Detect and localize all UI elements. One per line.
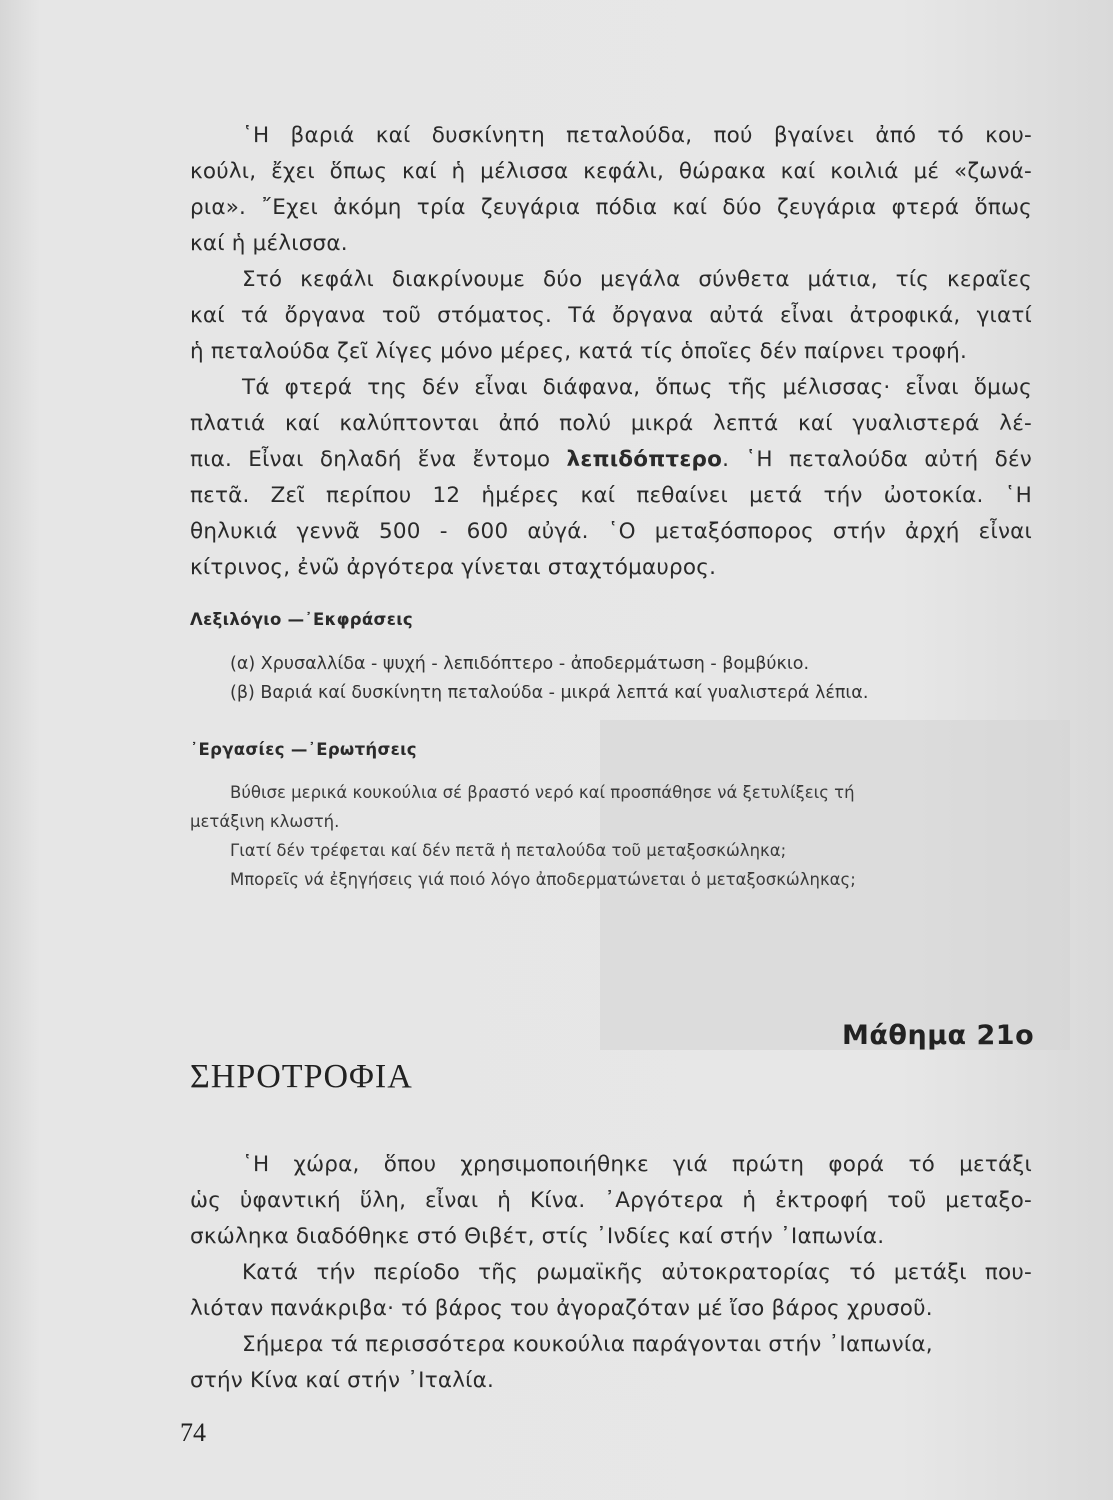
text-line: καί τά ὄργανα τοῦ στόματος. Τά ὄργανα αὐτά εἶναι ἀτροφικά, γιατί (190, 303, 1032, 328)
vocabulary-item: (β) Βαριά καί δυσκίνητη πεταλούδα - μικρά λεπτά καί γυαλιστερά λέπια. (230, 683, 869, 703)
text-line: Τά φτερά της δέν εἶναι διάφανα, ὅπως τῆς μέλισσας· εἶναι ὅμως (242, 375, 1032, 400)
exercise-item: Μπορεῖς νά ἐξηγήσεις γιά ποιό λόγο ἀποδερματώνεται ὁ μεταξοσκώληκας; (230, 870, 856, 889)
text-line: στήν Κίνα καί στήν ᾿Ιταλία. (190, 1368, 495, 1393)
vocabulary-heading: Λεξιλόγιο —᾿Εκφράσεις (190, 610, 413, 629)
text-line: ρια». ῎Εχει ἀκόμη τρία ζευγάρια πόδια καί δύο ζευγάρια φτερά ὅπως (190, 195, 1032, 220)
exercise-item-continued: μετάξινη κλωστή. (190, 812, 340, 831)
text-run: πια. Εἶναι δηλαδή ἕνα ἔντομο (190, 447, 551, 472)
paragraph-silk-rome (190, 1255, 1032, 1327)
paragraph-silk-origin (190, 1147, 1032, 1255)
text-line: ἡ πεταλούδα ζεῖ λίγες μόνο μέρες, κατά τίς ὁποῖες δέν παίρνει τροφή. (190, 339, 967, 364)
text-line: ῾Η βαριά καί δυσκίνητη πεταλούδα, πού βγαίνει ἀπό τό κου- (242, 123, 1032, 148)
paragraph-butterfly-body (190, 118, 1032, 262)
vocabulary-item: (α) Χρυσαλλίδα - ψυχή - λεπιδόπτερο - ἀποδερμάτωση - βομβύκιο. (230, 654, 810, 674)
exercises-heading: ᾿Εργασίες —᾿Ερωτήσεις (190, 740, 417, 759)
text-line: θηλυκιά γεννᾶ 500 - 600 αὐγά. ῾Ο μεταξόσπορος στήν ἀρχή εἶναι (190, 519, 1032, 544)
term-lepidoptera: λεπιδόπτερο (566, 447, 723, 472)
text-line: Σήμερα τά περισσότερα κουκούλια παράγονται στήν ᾿Ιαπωνία, (242, 1332, 933, 1357)
paragraph-silk-today (190, 1327, 1032, 1399)
text-line: ὡς ὑφαντική ὕλη, εἶναι ἡ Κίνα. ᾿Αργότερα ἡ ἐκτροφή τοῦ μεταξο- (190, 1188, 1032, 1213)
text-line: ῾Η χώρα, ὅπου χρησιμοποιήθηκε γιά πρώτη φορά τό μετάξι (242, 1152, 1032, 1177)
text-line: λιόταν πανάκριβα· τό βάρος του ἀγοραζόταν μέ ἴσο βάρος χρυσοῦ. (190, 1296, 933, 1321)
text-line: Κατά τήν περίοδο τῆς ρωμαϊκῆς αὐτοκρατορίας τό μετάξι που- (242, 1260, 1032, 1285)
chapter-title: ΣΗΡΟΤΡΟΦΙΑ (190, 1058, 413, 1095)
text-line: πετᾶ. Ζεῖ περίπου 12 ἡμέρες καί πεθαίνει μετά τήν ὠοτοκία. ῾Η (190, 483, 1032, 508)
exercise-item: Βύθισε μερικά κουκούλια σέ βραστό νερό καί προσπάθησε νά ξετυλίξεις τή (230, 783, 855, 802)
vocabulary-list (190, 650, 1032, 708)
exercise-item: Γιατί δέν τρέφεται καί δέν πετᾶ ἡ πεταλούδα τοῦ μεταξοσκώληκα; (230, 841, 787, 860)
page-number: 74 (180, 1418, 206, 1447)
paragraph-butterfly-head (190, 262, 1032, 370)
text-line: Στό κεφάλι διακρίνουμε δύο μεγάλα σύνθετα μάτια, τίς κεραῖες (242, 267, 1032, 292)
text-line: σκώληκα διαδόθηκε στό Θιβέτ, στίς ᾿Ινδίες καί στήν ᾿Ιαπωνία. (190, 1224, 885, 1249)
text-line: καί ἡ μέλισσα. (190, 231, 348, 256)
text-line: κίτρινος, ἐνῶ ἀργότερα γίνεται σταχτόμαυρος. (190, 555, 717, 580)
text-line (190, 442, 1032, 478)
text-line: πλατιά καί καλύπτονται ἀπό πολύ μικρά λεπτά καί γυαλιστερά λέ- (190, 411, 1032, 436)
paragraph-butterfly-wings (190, 370, 1032, 586)
text-line: κούλι, ἔχει ὅπως καί ἡ μέλισσα κεφάλι, θώρακα καί κοιλιά μέ «ζωνά- (190, 159, 1032, 184)
lesson-number: Μάθημα 21ο (842, 1020, 1035, 1051)
exercises-list (190, 778, 1032, 894)
text-run: . ῾Η πεταλούδα αὐτή δέν (722, 447, 1032, 472)
